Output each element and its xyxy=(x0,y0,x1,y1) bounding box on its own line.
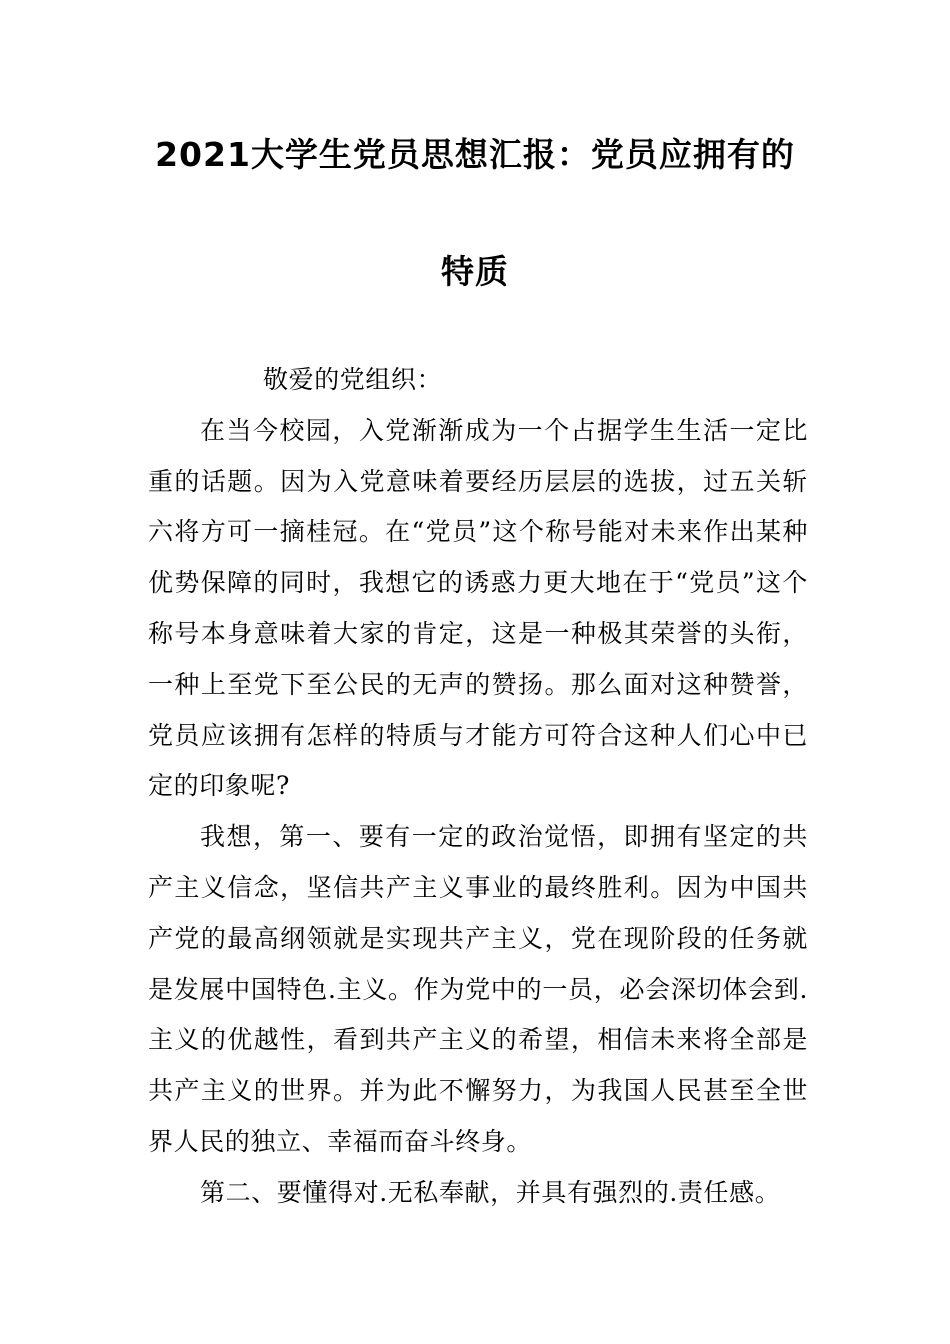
paragraph-3: 第二、要懂得对.无私奉献，并具有强烈的.责任感。 xyxy=(200,1177,781,1207)
document-title-line2: 特质 xyxy=(441,252,509,291)
salutation: 敬爱的党组织： xyxy=(263,365,443,394)
paragraph-2: 我想，第一、要有一定的政治觉悟，即拥有坚定的共产主义信念，坚信共产主义事业的最终胜利。因为中国共产党的最高纲领就是实现共产主义，党在现阶段的任务就是发展中国特色.主义。作为党中的一员，必会深切体会到.主义的优越性，看到共产主义的希望，相信未来将全部是共产主义的世界。并为此不懈努力，为我国人民甚至全世界人民的独立、幸福而奋斗终身。 xyxy=(148,822,808,1156)
paragraph-1: 在当今校园，入党渐渐成为一个占据学生生活一定比重的话题。因为入党意味着要经历层层的选拔，过五关斩六将方可一摘桂冠。在“党员”这个称号能对未来作出某种优势保障的同时，我想它的诱惑力更大地在于“党员”这个称号本身意味着大家的肯定，这是一种极其荣誉的头衔，一种上至党下至公民的无声的赞扬。那么面对这种赞誉，党员应该拥有怎样的特质与才能方可符合这种人们心中已定的印象呢? xyxy=(148,415,808,801)
document-title-line1: 2021大学生党员思想汇报：党员应拥有的 xyxy=(155,135,795,174)
document-body xyxy=(148,355,808,1219)
